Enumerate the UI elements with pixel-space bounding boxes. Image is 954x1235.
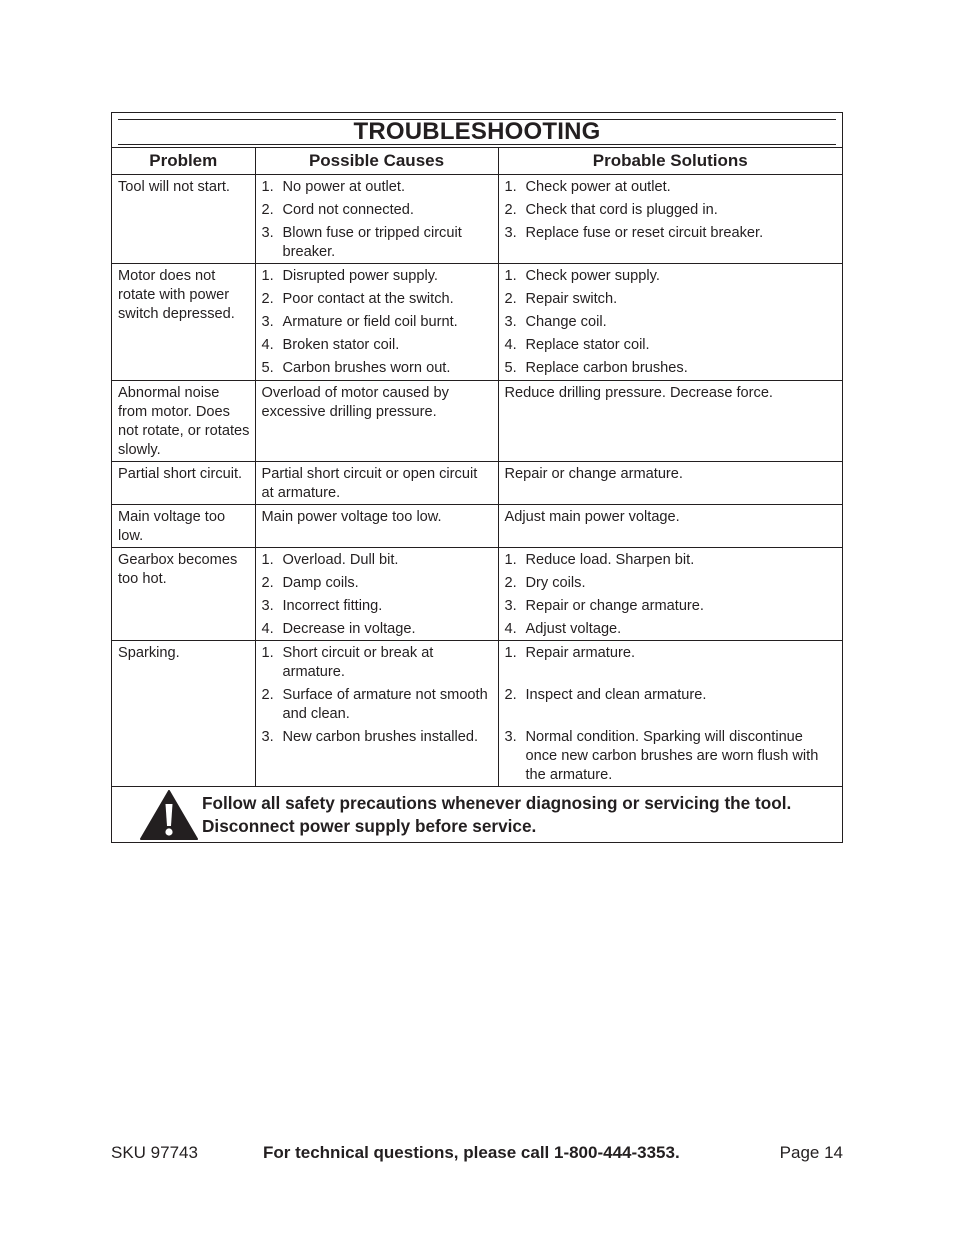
list-item: 1. Reduce load. Sharpen bit. xyxy=(504,552,695,568)
warning-triangle-icon xyxy=(140,790,198,840)
list-item: 2. Damp coils. xyxy=(261,575,359,591)
list-item: 1. No power at outlet. xyxy=(261,179,405,195)
list-item: 3. Replace fuse or reset circuit breaker. xyxy=(504,225,764,241)
solutions-cell xyxy=(498,175,842,264)
page-footer xyxy=(111,1143,843,1165)
troubleshooting-table-frame xyxy=(111,112,843,843)
list-item: 4. Replace stator coil. xyxy=(504,337,650,353)
list-item: 2. Inspect and clean armature. xyxy=(504,687,707,703)
list-item: 1. Short circuit or break at armature. xyxy=(261,645,434,680)
technical-contact: For technical questions, please call 1-800-444-3353. xyxy=(263,1143,680,1162)
problem-cell: Sparking. xyxy=(112,641,255,787)
troubleshooting-table xyxy=(112,148,842,786)
problem-cell: Partial short circuit. xyxy=(112,462,255,505)
header-possible-causes: Possible Causes xyxy=(255,148,498,175)
list-item: 1. Overload. Dull bit. xyxy=(261,552,399,568)
solutions-cell xyxy=(498,264,842,381)
solutions-cell: Adjust main power voltage. xyxy=(498,505,842,548)
table-row xyxy=(112,381,842,462)
causes-cell xyxy=(255,175,498,264)
list-item: 3. Blown fuse or tripped circuit breaker. xyxy=(261,225,462,260)
list-item: 3. Change coil. xyxy=(504,314,607,330)
table-row xyxy=(112,264,842,381)
causes-cell xyxy=(255,264,498,381)
list-item: 2. Cord not connected. xyxy=(261,202,414,218)
table-row xyxy=(112,462,842,505)
table-row xyxy=(112,175,842,264)
list-item: 2. Surface of armature not smooth and clean. xyxy=(261,687,488,722)
table-header-row xyxy=(112,148,842,175)
problem-cell: Motor does not rotate with power switch depressed. xyxy=(112,264,255,381)
list-item: 2. Repair switch. xyxy=(504,291,618,307)
list-item: 3. Armature or field coil burnt. xyxy=(261,314,458,330)
causes-cell xyxy=(255,641,498,787)
page-title: TROUBLESHOOTING xyxy=(353,118,601,145)
problem-cell: Tool will not start. xyxy=(118,179,230,195)
list-item: 3. Normal condition. Sparking will discontinue once new carbon brushes are worn flush with the armature. xyxy=(504,729,819,783)
page-number: Page 14 xyxy=(779,1143,843,1162)
safety-warning xyxy=(112,786,842,842)
sku-label: SKU 97743 xyxy=(111,1143,198,1162)
list-item: 3. Repair or change armature. xyxy=(504,598,704,614)
solutions-cell xyxy=(498,548,842,641)
causes-cell xyxy=(255,548,498,641)
list-item: 5. Replace carbon brushes. xyxy=(504,360,688,376)
title-band xyxy=(112,113,842,148)
problem-cell: Abnormal noise from motor. Does not rotate, or rotates slowly. xyxy=(112,381,255,462)
problem-cell: Main voltage too low. xyxy=(112,505,255,548)
causes-cell: Overload of motor caused by excessive drilling pressure. xyxy=(255,381,498,462)
list-item: 5. Carbon brushes worn out. xyxy=(261,360,451,376)
list-item: 3. Incorrect fitting. xyxy=(261,598,383,614)
table-row xyxy=(112,548,842,641)
list-item: 2. Dry coils. xyxy=(504,575,586,591)
warning-text: Follow all safety precautions whenever diagnosing or servicing the tool. Disconnect power supply before service. xyxy=(202,793,792,836)
causes-cell: Main power voltage too low. xyxy=(255,505,498,548)
solutions-cell: Reduce drilling pressure. Decrease force. xyxy=(498,381,842,462)
causes-cell: Partial short circuit or open circuit at armature. xyxy=(255,462,498,505)
list-item: 2. Check that cord is plugged in. xyxy=(504,202,718,218)
solutions-cell xyxy=(498,641,842,787)
header-probable-solutions: Probable Solutions xyxy=(498,148,842,175)
list-item: 2. Poor contact at the switch. xyxy=(261,291,454,307)
table-row xyxy=(112,641,842,787)
list-item: 1. Disrupted power supply. xyxy=(261,268,438,284)
solutions-cell: Repair or change armature. xyxy=(498,462,842,505)
list-item: 1. Check power supply. xyxy=(504,268,660,284)
problem-cell: Gearbox becomes too hot. xyxy=(112,548,255,641)
list-item: 4. Broken stator coil. xyxy=(261,337,400,353)
list-item: 4. Decrease in voltage. xyxy=(261,621,416,637)
table-row xyxy=(112,505,842,548)
list-item: 4. Adjust voltage. xyxy=(504,621,622,637)
list-item: 1. Check power at outlet. xyxy=(504,179,671,195)
list-item: 3. New carbon brushes installed. xyxy=(261,729,478,745)
list-item: 1. Repair armature. xyxy=(504,645,635,661)
header-problem: Problem xyxy=(112,148,255,175)
